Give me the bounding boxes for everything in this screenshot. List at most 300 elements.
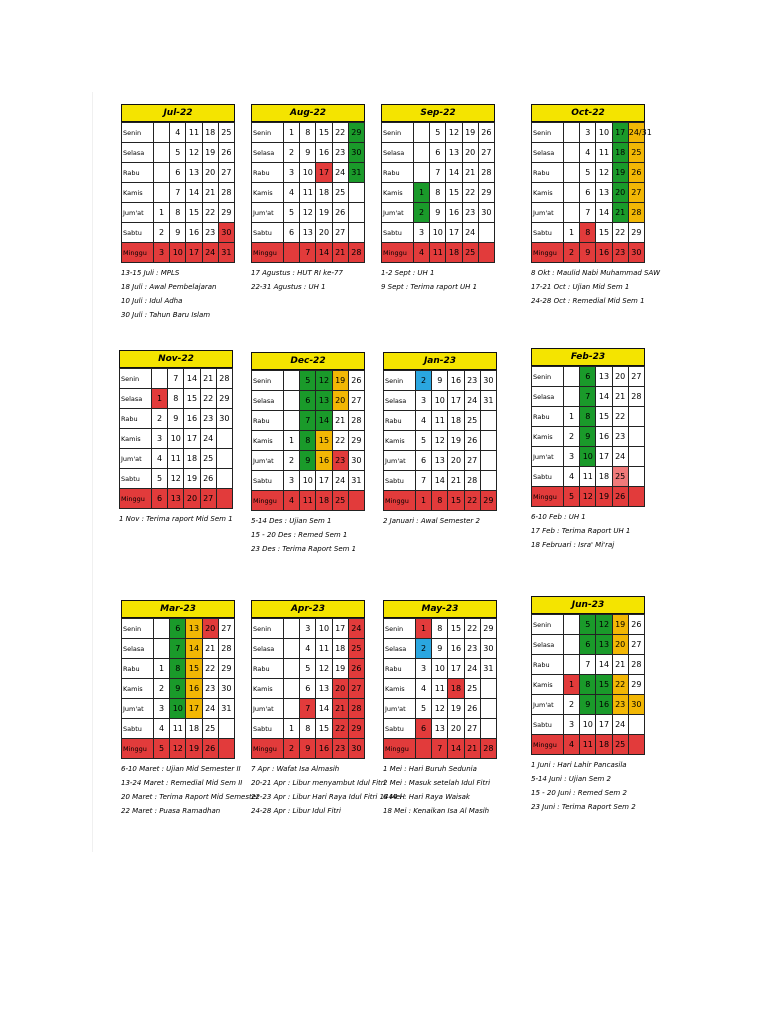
date-cell bbox=[564, 387, 580, 407]
week-day-row bbox=[532, 183, 645, 203]
week-day-row bbox=[252, 679, 365, 699]
date-cell: 2 bbox=[152, 409, 168, 429]
date-cell: 18 bbox=[316, 491, 332, 511]
month-calendar bbox=[531, 596, 645, 814]
date-cell: 15 bbox=[448, 491, 464, 511]
date-cell: 14 bbox=[316, 411, 332, 431]
week-day-row bbox=[384, 679, 497, 699]
date-cell bbox=[480, 679, 496, 699]
month-notes bbox=[119, 512, 233, 526]
day-label: Selasa bbox=[384, 391, 416, 411]
day-label: Sabtu bbox=[252, 719, 284, 739]
day-label: Rabu bbox=[252, 411, 284, 431]
week-day-row bbox=[532, 615, 645, 635]
date-cell: 12 bbox=[596, 163, 612, 183]
date-cell: 6 bbox=[580, 367, 596, 387]
date-cell bbox=[284, 679, 300, 699]
date-cell bbox=[564, 615, 580, 635]
date-cell: 1 bbox=[154, 659, 170, 679]
week-day-row bbox=[122, 123, 235, 143]
week-day-row bbox=[122, 223, 235, 243]
date-cell: 18 bbox=[596, 735, 612, 755]
day-label: Senin bbox=[252, 123, 284, 143]
date-cell: 6 bbox=[416, 451, 432, 471]
day-label: Kamis bbox=[120, 429, 152, 449]
day-label: Minggu bbox=[384, 491, 416, 511]
date-cell: 22 bbox=[612, 407, 628, 427]
date-cell: 26 bbox=[200, 469, 216, 489]
week-day-row bbox=[252, 371, 365, 391]
event-note: 22-31 Agustus : UH 1 bbox=[251, 283, 326, 291]
day-label: Selasa bbox=[384, 639, 416, 659]
month-grid bbox=[531, 122, 652, 263]
date-cell: 6 bbox=[152, 489, 168, 509]
date-cell bbox=[628, 467, 644, 487]
date-cell: 22 bbox=[202, 659, 218, 679]
date-cell: 7 bbox=[432, 739, 448, 759]
month-notes bbox=[531, 510, 645, 552]
date-cell: 12 bbox=[316, 659, 332, 679]
date-cell: 1 bbox=[416, 491, 432, 511]
event-note: 13-24 Maret : Remedial Mid Sem II bbox=[121, 779, 243, 787]
event-note: 6-10 Feb : UH 1 bbox=[531, 513, 586, 521]
date-cell: 19 bbox=[612, 163, 628, 183]
date-cell: 10 bbox=[430, 223, 446, 243]
week-day-row bbox=[382, 123, 495, 143]
date-cell: 20 bbox=[448, 451, 464, 471]
date-cell bbox=[628, 407, 644, 427]
date-cell bbox=[216, 429, 232, 449]
date-cell: 13 bbox=[446, 143, 462, 163]
event-note: 5-14 Des : Ujian Sem 1 bbox=[251, 517, 332, 525]
week-day-row bbox=[384, 739, 497, 759]
date-cell bbox=[284, 619, 300, 639]
month-title: Feb-23 bbox=[531, 348, 645, 366]
date-cell bbox=[478, 223, 494, 243]
date-cell: 28 bbox=[628, 203, 644, 223]
day-label: Minggu bbox=[532, 735, 564, 755]
date-cell: 5 bbox=[430, 123, 446, 143]
date-cell: 18 bbox=[202, 123, 218, 143]
date-cell bbox=[564, 655, 580, 675]
date-cell: 2 bbox=[564, 427, 580, 447]
day-label: Minggu bbox=[252, 739, 284, 759]
date-cell: 27 bbox=[200, 489, 216, 509]
date-cell: 24 bbox=[200, 429, 216, 449]
date-cell: 16 bbox=[448, 639, 464, 659]
date-cell: 8 bbox=[580, 223, 596, 243]
date-cell: 23 bbox=[332, 739, 348, 759]
week-day-row bbox=[122, 659, 235, 679]
date-cell: 11 bbox=[168, 449, 184, 469]
month-title: Apr-23 bbox=[251, 600, 365, 618]
date-cell bbox=[348, 223, 364, 243]
date-cell: 9 bbox=[430, 203, 446, 223]
event-note: 18 Juli : Awal Pembelajaran bbox=[121, 283, 217, 291]
day-label: Minggu bbox=[120, 489, 152, 509]
week-day-row bbox=[120, 449, 233, 469]
date-cell: 15 bbox=[316, 431, 332, 451]
date-cell: 19 bbox=[448, 699, 464, 719]
day-label: Sabtu bbox=[120, 469, 152, 489]
week-day-row bbox=[252, 491, 365, 511]
day-label: Selasa bbox=[252, 639, 284, 659]
date-cell: 8 bbox=[300, 123, 316, 143]
date-cell: 19 bbox=[316, 203, 332, 223]
month-calendar bbox=[251, 352, 365, 556]
date-cell: 28 bbox=[628, 655, 644, 675]
month-grid bbox=[121, 618, 235, 759]
date-cell: 28 bbox=[348, 243, 364, 263]
date-cell: 11 bbox=[170, 719, 186, 739]
date-cell: 11 bbox=[580, 735, 596, 755]
date-cell: 15 bbox=[316, 123, 332, 143]
date-cell: 23 bbox=[202, 679, 218, 699]
day-label: Selasa bbox=[532, 143, 564, 163]
event-note: 20 Maret : Terima Raport Mid Semester bbox=[121, 793, 259, 801]
date-cell: 21 bbox=[464, 739, 480, 759]
date-cell: 29 bbox=[216, 389, 232, 409]
week-day-row bbox=[252, 431, 365, 451]
day-label: Kamis bbox=[252, 679, 284, 699]
date-cell: 22 bbox=[332, 123, 348, 143]
day-label: Rabu bbox=[532, 163, 564, 183]
day-label: Jum'at bbox=[252, 451, 284, 471]
date-cell: 23 bbox=[612, 695, 628, 715]
date-cell: 30 bbox=[628, 695, 644, 715]
date-cell: 21 bbox=[612, 387, 628, 407]
date-cell: 19 bbox=[332, 371, 348, 391]
date-cell: 1 bbox=[154, 203, 170, 223]
date-cell: 24 bbox=[332, 163, 348, 183]
month-title: Aug-22 bbox=[251, 104, 365, 122]
date-cell: 27 bbox=[464, 719, 480, 739]
date-cell: 17 bbox=[332, 619, 348, 639]
month-notes bbox=[251, 266, 365, 294]
week-day-row bbox=[122, 679, 235, 699]
date-cell: 3 bbox=[416, 391, 432, 411]
day-label: Rabu bbox=[384, 659, 416, 679]
event-note: 17-21 Oct : Ujian Mid Sem 1 bbox=[531, 283, 630, 291]
date-cell bbox=[154, 619, 170, 639]
date-cell: 19 bbox=[596, 487, 612, 507]
date-cell: 24 bbox=[464, 659, 480, 679]
date-cell: 14 bbox=[446, 163, 462, 183]
date-cell bbox=[416, 739, 432, 759]
date-cell: 19 bbox=[462, 123, 478, 143]
date-cell: 8 bbox=[168, 389, 184, 409]
date-cell: 27 bbox=[332, 223, 348, 243]
event-note: 2 Mei : Masuk setelah Idul Fitri bbox=[383, 779, 491, 787]
date-cell: 3 bbox=[416, 659, 432, 679]
month-grid bbox=[251, 122, 365, 263]
week-day-row bbox=[532, 387, 645, 407]
week-day-row bbox=[382, 163, 495, 183]
day-label: Selasa bbox=[122, 143, 154, 163]
date-cell: 12 bbox=[316, 371, 332, 391]
date-cell: 14 bbox=[186, 639, 202, 659]
date-cell: 8 bbox=[300, 431, 316, 451]
day-label: Kamis bbox=[532, 183, 564, 203]
date-cell: 13 bbox=[316, 679, 332, 699]
date-cell: 26 bbox=[464, 431, 480, 451]
week-day-row bbox=[252, 451, 365, 471]
month-notes bbox=[383, 514, 497, 528]
date-cell: 13 bbox=[596, 183, 612, 203]
date-cell bbox=[216, 489, 232, 509]
day-label: Sabtu bbox=[532, 715, 564, 735]
date-cell: 12 bbox=[186, 143, 202, 163]
date-cell: 31 bbox=[218, 243, 234, 263]
date-cell: 26 bbox=[218, 143, 234, 163]
date-cell: 20 bbox=[316, 223, 332, 243]
date-cell: 13 bbox=[186, 619, 202, 639]
date-cell: 3 bbox=[414, 223, 430, 243]
date-cell bbox=[480, 411, 496, 431]
month-title: Dec-22 bbox=[251, 352, 365, 370]
week-day-row bbox=[384, 639, 497, 659]
date-cell bbox=[152, 369, 168, 389]
day-label: Minggu bbox=[532, 487, 564, 507]
date-cell: 7 bbox=[580, 655, 596, 675]
date-cell: 23 bbox=[332, 451, 348, 471]
date-cell: 25 bbox=[628, 143, 644, 163]
date-cell: 5 bbox=[580, 615, 596, 635]
week-day-row bbox=[532, 407, 645, 427]
event-note: 23 Des : Terima Raport Sem 1 bbox=[251, 545, 357, 553]
date-cell: 20 bbox=[462, 143, 478, 163]
day-label: Selasa bbox=[252, 143, 284, 163]
date-cell: 21 bbox=[200, 369, 216, 389]
day-label: Sabtu bbox=[532, 223, 564, 243]
event-note: 23 Juni : Terima Raport Sem 2 bbox=[531, 803, 636, 811]
date-cell: 20 bbox=[448, 719, 464, 739]
date-cell: 25 bbox=[612, 735, 628, 755]
date-cell: 2 bbox=[284, 451, 300, 471]
date-cell: 11 bbox=[580, 467, 596, 487]
date-cell bbox=[284, 243, 300, 263]
date-cell: 9 bbox=[580, 427, 596, 447]
day-label: Jum'at bbox=[382, 203, 414, 223]
date-cell: 11 bbox=[300, 183, 316, 203]
date-cell: 17 bbox=[446, 223, 462, 243]
day-label: Senin bbox=[384, 371, 416, 391]
date-cell: 8 bbox=[170, 203, 186, 223]
date-cell: 19 bbox=[448, 431, 464, 451]
date-cell: 14 bbox=[184, 369, 200, 389]
date-cell: 4 bbox=[416, 411, 432, 431]
day-label: Selasa bbox=[252, 391, 284, 411]
week-day-row bbox=[384, 451, 497, 471]
date-cell: 24 bbox=[462, 223, 478, 243]
date-cell: 5 bbox=[300, 371, 316, 391]
date-cell: 9 bbox=[300, 451, 316, 471]
date-cell: 15 bbox=[446, 183, 462, 203]
day-label: Rabu bbox=[384, 411, 416, 431]
day-label: Selasa bbox=[122, 639, 154, 659]
day-label: Senin bbox=[252, 619, 284, 639]
date-cell: 26 bbox=[628, 615, 644, 635]
date-cell: 14 bbox=[596, 655, 612, 675]
event-note: 17 Agustus : HUT RI ke-77 bbox=[251, 269, 343, 277]
date-cell: 29 bbox=[218, 203, 234, 223]
week-day-row bbox=[384, 391, 497, 411]
date-cell: 28 bbox=[348, 411, 364, 431]
date-cell: 19 bbox=[202, 143, 218, 163]
month-grid bbox=[119, 368, 233, 509]
date-cell: 10 bbox=[432, 659, 448, 679]
date-cell: 30 bbox=[480, 639, 496, 659]
date-cell: 5 bbox=[284, 203, 300, 223]
day-label: Rabu bbox=[122, 659, 154, 679]
date-cell bbox=[480, 699, 496, 719]
date-cell bbox=[414, 143, 430, 163]
event-note: 1-2 Sept : UH 1 bbox=[381, 269, 435, 277]
month-title: Nov-22 bbox=[119, 350, 233, 368]
date-cell: 14 bbox=[596, 387, 612, 407]
day-label: Minggu bbox=[122, 243, 154, 263]
date-cell: 29 bbox=[218, 659, 234, 679]
day-label: Senin bbox=[532, 615, 564, 635]
date-cell: 30 bbox=[216, 409, 232, 429]
date-cell: 9 bbox=[580, 243, 596, 263]
month-calendar bbox=[531, 348, 645, 552]
month-grid bbox=[383, 618, 497, 759]
date-cell: 23 bbox=[612, 243, 628, 263]
day-label: Rabu bbox=[252, 163, 284, 183]
date-cell: 28 bbox=[218, 639, 234, 659]
day-label: Sabtu bbox=[382, 223, 414, 243]
date-cell: 11 bbox=[186, 123, 202, 143]
date-cell: 5 bbox=[300, 659, 316, 679]
week-day-row bbox=[120, 369, 233, 389]
event-note: 24-28 Oct : Remedial Mid Sem 1 bbox=[531, 297, 645, 305]
date-cell: 22 bbox=[612, 223, 628, 243]
date-cell: 15 bbox=[186, 659, 202, 679]
date-cell: 14 bbox=[316, 699, 332, 719]
date-cell bbox=[218, 719, 234, 739]
date-cell: 15 bbox=[596, 675, 612, 695]
week-day-row bbox=[532, 735, 645, 755]
date-cell: 20 bbox=[184, 489, 200, 509]
date-cell: 22 bbox=[332, 719, 348, 739]
date-cell: 27 bbox=[348, 391, 364, 411]
date-cell: 28 bbox=[464, 471, 480, 491]
month-calendar bbox=[251, 104, 365, 294]
week-day-row bbox=[120, 429, 233, 449]
week-day-row bbox=[252, 123, 365, 143]
date-cell: 6 bbox=[580, 183, 596, 203]
date-cell: 16 bbox=[596, 695, 612, 715]
date-cell: 16 bbox=[186, 223, 202, 243]
day-label: Senin bbox=[532, 123, 564, 143]
date-cell: 17 bbox=[596, 447, 612, 467]
date-cell: 1 bbox=[414, 183, 430, 203]
date-cell: 5 bbox=[152, 469, 168, 489]
date-cell: 18 bbox=[448, 411, 464, 431]
month-grid bbox=[531, 366, 645, 507]
day-label: Sabtu bbox=[384, 719, 416, 739]
date-cell: 13 bbox=[300, 223, 316, 243]
day-label: Minggu bbox=[252, 491, 284, 511]
date-cell: 23 bbox=[200, 409, 216, 429]
date-cell: 4 bbox=[564, 467, 580, 487]
date-cell: 26 bbox=[332, 203, 348, 223]
date-cell bbox=[480, 471, 496, 491]
event-note: 24-28 Apr : Libur Idul Fitri bbox=[251, 807, 341, 815]
date-cell bbox=[154, 163, 170, 183]
week-day-row bbox=[252, 143, 365, 163]
date-cell: 25 bbox=[462, 243, 478, 263]
date-cell: 8 bbox=[432, 619, 448, 639]
date-cell: 24 bbox=[332, 471, 348, 491]
date-cell: 10 bbox=[316, 619, 332, 639]
date-cell: 31 bbox=[348, 163, 364, 183]
event-note: 9 Sept : Terima raport UH 1 bbox=[381, 283, 478, 291]
date-cell: 16 bbox=[316, 739, 332, 759]
month-title: Jul-22 bbox=[121, 104, 235, 122]
month-grid bbox=[121, 122, 235, 263]
date-cell: 11 bbox=[300, 491, 316, 511]
date-cell: 10 bbox=[300, 163, 316, 183]
week-day-row bbox=[122, 183, 235, 203]
month-calendar bbox=[121, 600, 259, 818]
date-cell: 19 bbox=[184, 469, 200, 489]
date-cell: 30 bbox=[218, 223, 234, 243]
event-note: 5-14 Juni : Ujian Sem 2 bbox=[531, 775, 612, 783]
date-cell: 24 bbox=[612, 715, 628, 735]
date-cell: 18 bbox=[184, 449, 200, 469]
date-cell: 12 bbox=[168, 469, 184, 489]
event-note: 18 Mei : Kenaikan Isa Al Masih bbox=[383, 807, 490, 815]
date-cell: 6 bbox=[416, 719, 432, 739]
day-label: Rabu bbox=[532, 407, 564, 427]
event-note: 1 Juni : Hari Lahir Pancasila bbox=[531, 761, 627, 769]
date-cell: 5 bbox=[416, 431, 432, 451]
date-cell bbox=[564, 367, 580, 387]
date-cell: 1 bbox=[564, 675, 580, 695]
date-cell: 1 bbox=[284, 719, 300, 739]
week-day-row bbox=[252, 163, 365, 183]
date-cell: 9 bbox=[300, 143, 316, 163]
event-note: 6 Mei : Hari Raya Waisak bbox=[383, 793, 470, 801]
date-cell: 10 bbox=[432, 391, 448, 411]
week-day-row bbox=[252, 699, 365, 719]
date-cell: 9 bbox=[432, 371, 448, 391]
date-cell bbox=[284, 411, 300, 431]
date-cell: 15 bbox=[316, 719, 332, 739]
week-day-row bbox=[532, 163, 645, 183]
date-cell: 2 bbox=[416, 639, 432, 659]
date-cell: 2 bbox=[154, 679, 170, 699]
date-cell bbox=[154, 183, 170, 203]
date-cell: 23 bbox=[464, 639, 480, 659]
date-cell: 7 bbox=[300, 243, 316, 263]
date-cell: 6 bbox=[580, 635, 596, 655]
date-cell: 20 bbox=[612, 183, 628, 203]
date-cell: 10 bbox=[596, 123, 612, 143]
month-grid bbox=[531, 614, 645, 755]
day-label: Rabu bbox=[382, 163, 414, 183]
date-cell: 7 bbox=[300, 699, 316, 719]
week-day-row bbox=[252, 183, 365, 203]
week-day-row bbox=[122, 639, 235, 659]
date-cell: 24 bbox=[464, 391, 480, 411]
date-cell: 17 bbox=[316, 163, 332, 183]
week-day-row bbox=[252, 659, 365, 679]
day-label: Kamis bbox=[532, 427, 564, 447]
week-day-row bbox=[120, 469, 233, 489]
